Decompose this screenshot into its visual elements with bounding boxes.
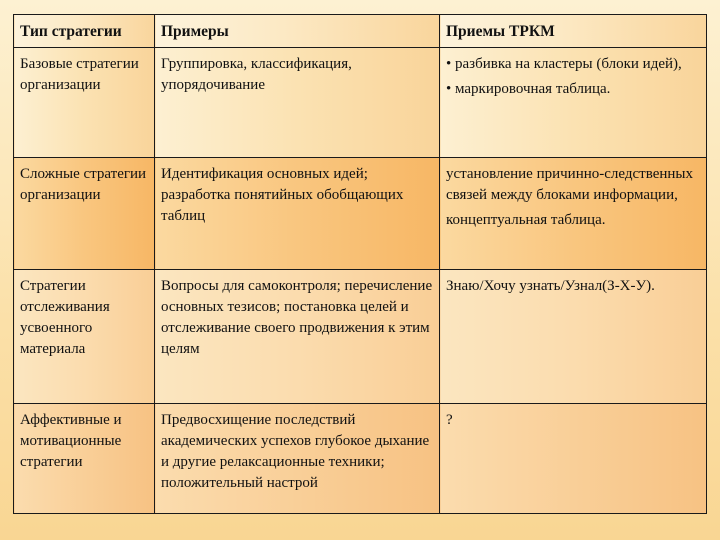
header-examples: Примеры [155,15,440,48]
technique-item: • маркировочная таблица. [446,80,611,97]
cell-techniques [440,47,707,158]
table-header-row [14,15,707,48]
cell-strategy-type: Аффективные и мотивационные стратегии [14,404,155,514]
technique-item: установление причинно-следственных связей между блоками информации, [446,166,693,204]
cell-techniques: Знаю/Хочу узнать/Узнал(З-Х-У). [440,270,707,404]
table-row [14,404,707,514]
strategies-table [13,14,707,514]
technique-item: • разбивка на кластеры (блоки идей), [446,55,682,72]
cell-examples: Идентификация основных идей; разработка понятийных обобщающих таблиц [155,158,440,270]
table-row [14,158,707,270]
technique-item: концептуальная таблица. [446,212,606,229]
table-row [14,47,707,158]
cell-strategy-type: Стратегии отслеживания усвоенного материала [14,270,155,404]
cell-examples: Предвосхищение последствий академических успехов глубокое дыхание и другие релаксационные техники; положительный настрой [155,404,440,514]
table-row [14,270,707,404]
cell-strategy-type: Базовые стратегии организации [14,47,155,158]
cell-strategy-type: Сложные стратегии организации [14,158,155,270]
header-trkm-techniques: Приемы ТРКМ [440,15,707,48]
cell-examples: Группировка, классификация, упорядочивание [155,47,440,158]
cell-examples: Вопросы для самоконтроля; перечисление основных тезисов; постановка целей и отслеживание своего продвижения к этим целям [155,270,440,404]
header-strategy-type: Тип стратегии [14,15,155,48]
cell-techniques: ? [440,404,707,514]
cell-techniques [440,158,707,270]
